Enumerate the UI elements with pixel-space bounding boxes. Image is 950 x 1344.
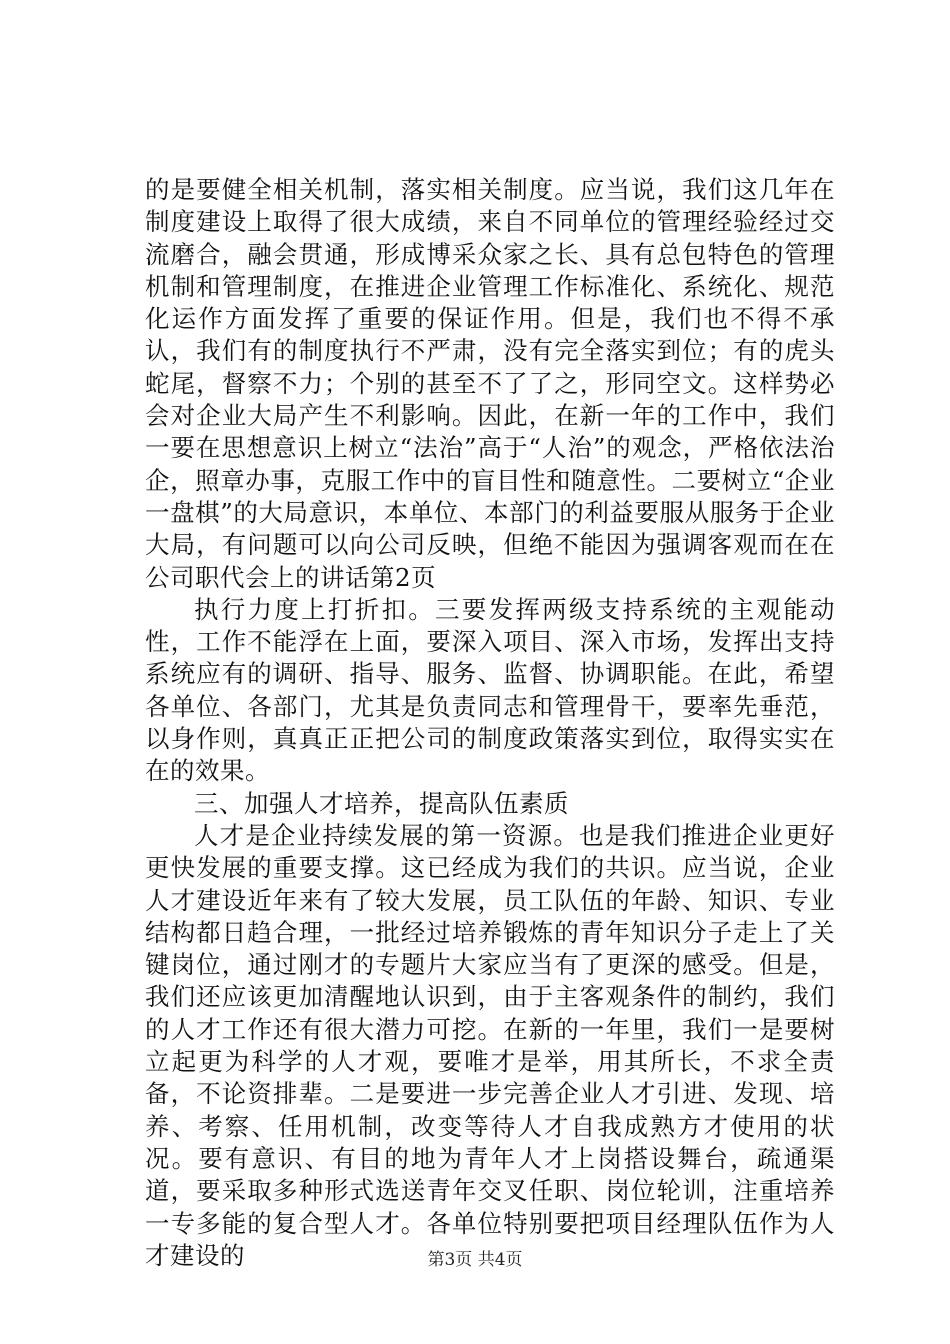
paragraph-execution: 执行力度上打折扣。三要发挥两级支持系统的主观能动性，工作不能浮在上面，要深入项目、深入市场，发挥出支持系统应有的调研、指导、服务、监督、协调职能。在此，希望各单位、各部门，尤其是负责同志和管理骨干，要率先垂范，以身作则，真真正正把公司的制度政策落实到位，取得实实在在的效果。 [145,594,835,786]
section-heading: 三、加强人才培养，提高队伍素质 [194,788,569,818]
paragraph-talent: 人才是企业持续发展的第一资源。也是我们推进企业更好更快发展的重要支撑。这已经成为我们的共识。应当说，企业人才建设近年来有了较大发展，员工队伍的年龄、知识、专业结构都日趋合理，一批经过培养锻炼的青年知识分子走上了关键岗位，通过刚才的专题片大家应当有了更深的感受。但是，我们还应该更加清醒地认识到，由于主客观条件的制约，我们的人才工作还有很大潜力可挖。在新的一年里，我们一是要树立起更为科学的人才观，要唯才是举，用其所长，不求全责备，不论资排辈。二是要进一步完善企业人才引进、发现、培养、考察、任用机制，改变等待人才自我成熟方才使用的状况。要有意识、有目的地为青年人才上岗搭设舞台，疏通渠道，要采取多种形式选送青年交叉任职、岗位轮训，注重培养一专多能的复合型人才。各单位特别要把项目经理队伍作为人才建设的 [145,820,835,1270]
body-text [145,174,835,1272]
page-footer: 第3页 共4页 [427,1250,523,1270]
paragraph-continuation: 的是要健全相关机制，落实相关制度。应当说，我们这几年在制度建设上取得了很大成绩，来自不同单位的管理经验经过交流磨合，融会贯通，形成博采众家之长、具有总包特色的管理机制和管理制度，在推进企业管理工作标准化、系统化、规范化运作方面发挥了重要的保证作用。但是，我们也不得不承认，我们有的制度执行不严肃，没有完全落实到位；有的虎头蛇尾，督察不力；个别的甚至不了了之，形同空文。这样势必会对企业大局产生不利影响。因此，在新一年的工作中，我们一要在思想意识上树立“法治”高于“人治”的观念，严格依法治企，照章办事，克服工作中的盲目性和随意性。二要树立“企业一盘棋”的大局意识，本单位、本部门的利益要服从服务于企业大局，有问题可以向公司反映，但绝不能因为强调客观而在在公司职代会上的讲话第2页 [145,175,835,592]
